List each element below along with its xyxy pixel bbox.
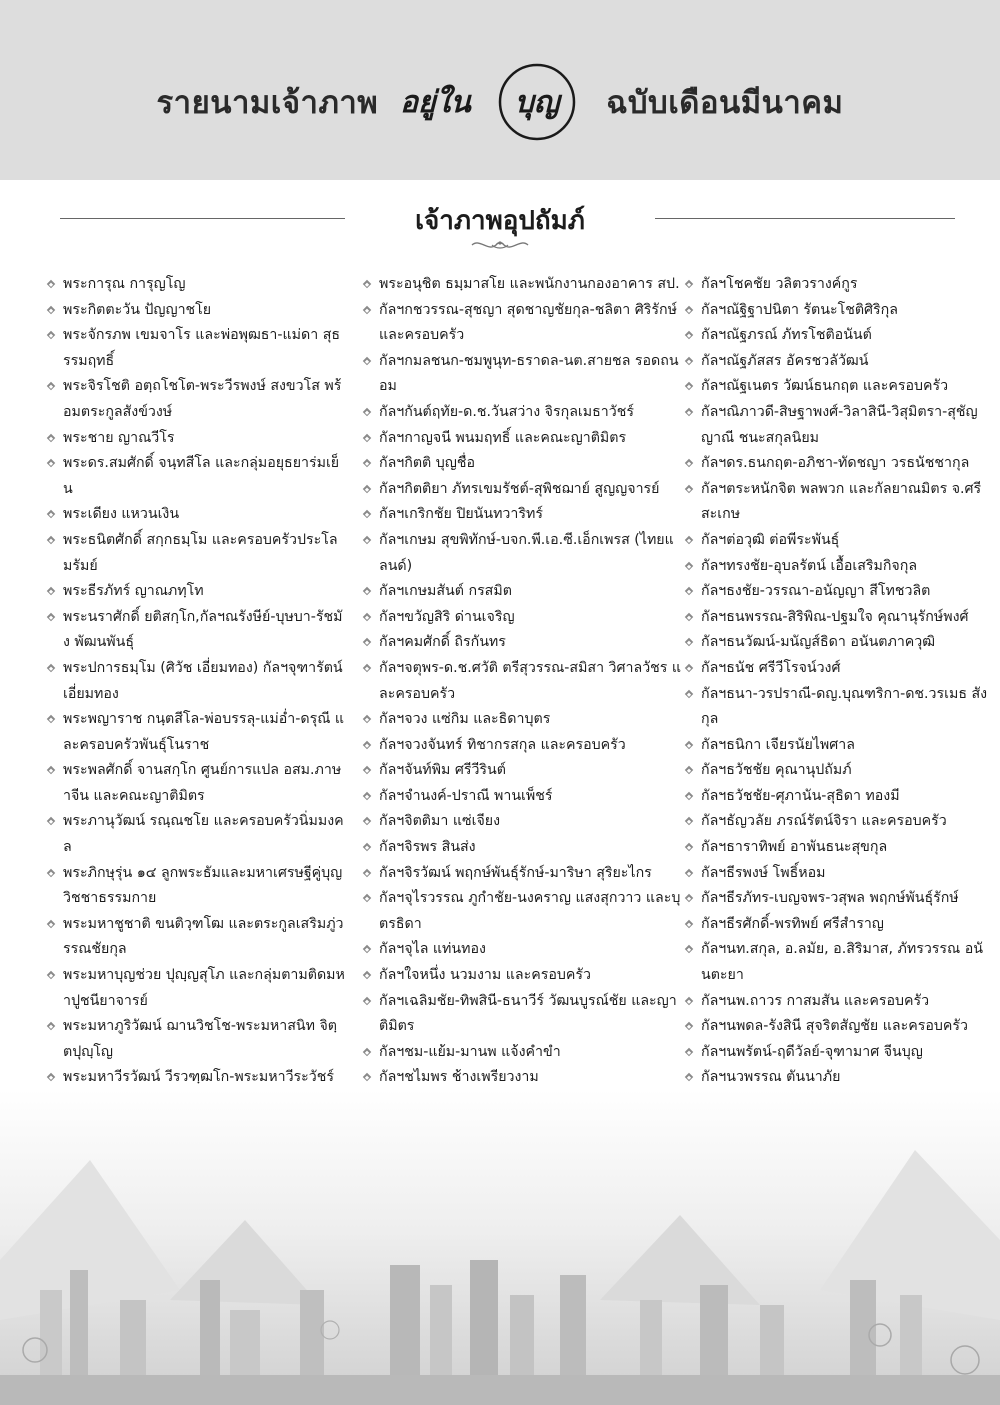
sponsor-entry xyxy=(46,298,346,324)
diamond-bullet-icon xyxy=(685,894,693,902)
title-row xyxy=(0,62,1000,142)
sponsor-entry xyxy=(46,272,346,298)
diamond-bullet-icon xyxy=(685,612,693,620)
sponsor-name: กัลฯจุไล แท่นทอง xyxy=(379,941,486,958)
sponsor-name: กัลฯธีรศักดิ์-พรทิพย์ ศรีสำราญ xyxy=(701,915,884,932)
sponsor-name: กัลฯนท.สกุล, อ.ลมัย, อ.สิริมาส, ภัทรวรรณ อนันตะยา xyxy=(701,941,983,984)
sponsor-name: กัลฯณัฐภัสสร อัครชวลัวัฒน์ xyxy=(701,352,869,369)
diamond-bullet-icon xyxy=(685,664,693,672)
diamond-bullet-icon xyxy=(47,817,55,825)
sponsor-entry xyxy=(46,758,346,809)
sponsor-entry xyxy=(362,451,682,477)
diamond-bullet-icon xyxy=(363,868,371,876)
sponsor-entry xyxy=(684,682,989,733)
diamond-bullet-icon xyxy=(363,740,371,748)
diamond-bullet-icon xyxy=(685,1048,693,1056)
diamond-bullet-icon xyxy=(363,664,371,672)
diamond-bullet-icon xyxy=(363,587,371,595)
diamond-bullet-icon xyxy=(685,945,693,953)
diamond-bullet-icon xyxy=(685,689,693,697)
diamond-bullet-icon xyxy=(685,587,693,595)
sponsor-entry xyxy=(684,579,989,605)
sponsor-name: กัลฯจันท์พิม ศรีวีรินต์ xyxy=(379,762,506,779)
sponsor-name: กัลฯชไมพร ช้างเพรียวงาม xyxy=(379,1069,539,1086)
sponsor-name: กัลฯณิภาวดี-สิษฐาพงศ์-วิลาสินี-วิสุมิตรา-สุชัญญาณี ชนะสกุลนิยม xyxy=(701,403,978,446)
sponsor-entry xyxy=(684,630,989,656)
sponsor-name: กัลฯนวพรรณ ตันนาภัย xyxy=(701,1069,841,1086)
sponsor-name: กัลฯเกริกชัย ปิยนันทวาริทร์ xyxy=(379,506,543,523)
diamond-bullet-icon xyxy=(47,766,55,774)
diamond-bullet-icon xyxy=(685,305,693,313)
sponsor-name: กัลฯชม-แย้ม-มานพ แจ้งคำขำ xyxy=(379,1043,561,1060)
diamond-bullet-icon xyxy=(363,612,371,620)
sponsor-entry xyxy=(362,1040,682,1066)
diamond-bullet-icon xyxy=(47,331,55,339)
diamond-bullet-icon xyxy=(47,433,55,441)
sponsor-name: กัลฯธนพรรณ-สิริพิณ-ปฐมใจ คุณานุรักษ์พงศ์ xyxy=(701,608,969,625)
sponsor-entry xyxy=(684,1040,989,1066)
diamond-bullet-icon xyxy=(47,920,55,928)
diamond-bullet-icon xyxy=(47,280,55,288)
diamond-bullet-icon xyxy=(685,1022,693,1030)
sponsor-name: กัลฯกิตติยา ภัทรเขมรัชต์-สุพิชฌาย์ สูญญจารย์ xyxy=(379,480,660,497)
diamond-bullet-icon xyxy=(685,280,693,288)
diamond-bullet-icon xyxy=(685,485,693,493)
sponsor-entry xyxy=(46,451,346,502)
sponsor-name: กัลฯต่อวุฒิ ต่อพีระพันธุ์ xyxy=(701,531,840,548)
sponsor-column-3 xyxy=(684,272,989,1193)
sponsor-name: กัลฯจิรวัฒน์ พฤกษ์พันธุ์รักษ์-มาริษา สุริยะไกร xyxy=(379,864,652,881)
sponsor-name: กัลฯกมลชนก-ชมพูนุท-ธราดล-นต.สายชล รอดถนอม xyxy=(379,352,679,395)
sponsor-name: กัลฯจิตติมา แซ่เจียง xyxy=(379,813,500,830)
sponsor-entry xyxy=(362,835,682,861)
sponsor-entry xyxy=(362,707,682,733)
sponsor-name: กัลฯใจหนึ่ง นวมงาม และครอบครัว xyxy=(379,967,591,984)
sponsor-name: กัลฯธีรพงษ์ โพธิ์หอม xyxy=(701,864,826,881)
sponsor-entry xyxy=(684,323,989,349)
sponsor-entry xyxy=(684,605,989,631)
sponsor-name: กัลฯกชวรรณ-สุชญา สุดชาญชัยกุล-ชลิตา ศิริรักษ์ และครอบครัว xyxy=(379,301,677,344)
sponsor-name: พระปการธมฺโม (ศิวัช เอี่ยมทอง) กัลฯจุฑารัตน์ เอี่ยมทอง xyxy=(63,659,343,702)
sponsor-entry xyxy=(46,323,346,374)
diamond-bullet-icon xyxy=(47,459,55,467)
divider-right xyxy=(655,218,955,219)
diamond-bullet-icon xyxy=(363,792,371,800)
sponsor-entry xyxy=(362,656,682,707)
sponsor-name: กัลฯเกษมสันต์ กรสมิต xyxy=(379,583,512,600)
sponsor-entry xyxy=(684,784,989,810)
sponsor-name: พระจิรโชติ อตฺถโชโต-พระวีรพงษ์ สงขวโส พร้อมตระกูลสังข์วงษ์ xyxy=(63,378,342,420)
sponsor-entry xyxy=(362,1065,682,1091)
sponsor-name: กัลฯโชคชัย วลิตวรางค์กูร xyxy=(701,276,858,292)
sponsor-entry xyxy=(362,758,682,784)
sponsor-entry xyxy=(362,528,682,579)
sponsor-entry xyxy=(684,809,989,835)
diamond-bullet-icon xyxy=(47,1073,55,1081)
diamond-bullet-icon xyxy=(685,792,693,800)
diamond-bullet-icon xyxy=(363,459,371,467)
diamond-bullet-icon xyxy=(685,357,693,365)
title-left: รายนามเจ้าภาพ xyxy=(156,85,379,121)
sponsor-name: กัลฯธนา-วรปราณี-ดญ.บุณฑริกา-ดช.วรเมธ สังกุล xyxy=(701,685,988,728)
sponsor-name: กัลฯธนิกา เจียรนัยไพศาล xyxy=(701,736,855,753)
sponsor-entry xyxy=(684,886,989,912)
diamond-bullet-icon xyxy=(363,945,371,953)
sponsor-entry xyxy=(46,912,346,963)
diamond-bullet-icon xyxy=(363,280,371,288)
sponsor-name: พระธนิตศักดิ์ สกฺกธมฺโม และครอบครัวประโลมรัมย์ xyxy=(63,531,338,574)
sponsor-entry xyxy=(46,656,346,707)
diamond-bullet-icon xyxy=(363,766,371,774)
sponsor-entry xyxy=(46,605,346,656)
diamond-bullet-icon xyxy=(363,1048,371,1056)
diamond-bullet-icon xyxy=(685,817,693,825)
diamond-bullet-icon xyxy=(363,894,371,902)
sponsor-entry xyxy=(362,477,682,503)
diamond-bullet-icon xyxy=(363,510,371,518)
sponsor-name: กัลฯนพรัตน์-ฤดีวัลย์-จุฑามาศ จีนบุญ xyxy=(701,1043,923,1060)
sponsor-entry xyxy=(362,963,682,989)
sponsor-entry xyxy=(684,835,989,861)
sponsor-name: พระมหาภูริวัฒน์ ฌานวิชโช-พระมหาสนิท จิตฺตปุญฺโญ xyxy=(63,1018,337,1060)
header-banner xyxy=(0,0,1000,180)
diamond-bullet-icon xyxy=(363,638,371,646)
diamond-bullet-icon xyxy=(363,996,371,1004)
sponsor-name: กัลฯธวัชชัย-ศุภานัน-สุธิดา ทองมี xyxy=(701,787,900,804)
sponsor-entry xyxy=(684,477,989,528)
sponsor-entry xyxy=(684,1014,989,1040)
sponsor-entry xyxy=(46,579,346,605)
diamond-bullet-icon xyxy=(685,536,693,544)
sponsor-entry xyxy=(362,784,682,810)
sponsor-name: พระการุณ การุญโญ xyxy=(63,276,186,292)
diamond-bullet-icon xyxy=(685,740,693,748)
sponsor-entry xyxy=(362,886,682,937)
sponsor-name: กัลฯนพ.ถาวร กาสมสัน และครอบครัว xyxy=(701,992,930,1009)
sponsor-name: กัลฯจิรพร สินส่ง xyxy=(379,839,476,856)
sponsor-name: พระมหาวีรวัฒน์ วีรวฑฺฒโก-พระมหาวีระวัชร์ xyxy=(63,1069,335,1086)
sponsor-name: กัลฯกันต์ฤทัย-ด.ช.วันสว่าง จิรกุลเมธาวัชร์ xyxy=(379,403,634,420)
sponsor-entry xyxy=(684,374,989,400)
sponsor-name: กัลฯณัฐเนตร วัฒน์ธนกฤต และครอบครัว xyxy=(701,378,949,395)
diamond-bullet-icon xyxy=(47,715,55,723)
sponsor-name: พระพญาราช กนฺตสีโล-พ่อบรรลุ-แม่อ่ำ-ดรุณี และครอบครัวพันธุ์โนราช xyxy=(63,711,345,753)
sponsor-name: พระชาย ญาณวีโร xyxy=(63,429,175,446)
diamond-bullet-icon xyxy=(363,305,371,313)
logo-word-right: บุญ xyxy=(514,85,560,120)
sponsor-entry xyxy=(684,554,989,580)
sponsor-name: กัลฯเฉลิมชัย-ทิพสินี-ธนาวีร์ วัฒนบูรณ์ชัย และญาติมิตร xyxy=(379,992,677,1035)
diamond-bullet-icon xyxy=(685,638,693,646)
sponsor-entry xyxy=(684,528,989,554)
sponsor-name: กัลฯจตุพร-ด.ช.ศวัติ ตรีสุวรรณ-สมิสา วิศาลวัชร และครอบครัว xyxy=(379,659,682,702)
magazine-logo xyxy=(392,62,592,142)
sponsor-name: กัลฯจวง แซ่กิม และธิดาบุตร xyxy=(379,711,551,728)
section-heading xyxy=(0,196,1000,266)
diamond-bullet-icon xyxy=(363,715,371,723)
sponsor-name: กัลฯธงชัย-วรรณา-อนัญญา สีโทชวลิต xyxy=(701,583,931,600)
sponsor-entry xyxy=(684,912,989,938)
sponsor-entry xyxy=(46,707,346,758)
sponsor-name: กัลฯคมศักดิ์ ถิรกันทร xyxy=(379,634,506,651)
sponsor-entry xyxy=(46,426,346,452)
sponsor-list-3 xyxy=(684,272,989,1193)
diamond-bullet-icon xyxy=(363,1073,371,1081)
sponsor-entry xyxy=(362,272,682,298)
sponsor-entry xyxy=(684,861,989,887)
section-title: เจ้าภาพอุปถัมภ์ xyxy=(415,206,585,236)
ornament-icon xyxy=(470,236,530,254)
diamond-bullet-icon xyxy=(47,612,55,620)
sponsor-name: กัลฯจำนงค์-ปราณี พานเพ็ชร์ xyxy=(379,787,553,804)
sponsor-name: กัลฯณัฐิฐาปนิตา รัตนะโชติศิริกุล xyxy=(701,301,898,318)
diamond-bullet-icon xyxy=(685,331,693,339)
logo-word-left: อยู่ใน xyxy=(400,85,471,120)
sponsor-entry xyxy=(362,809,682,835)
sponsor-name: กัลฯธัญวลัย ภรณ์รัตน์จิรา และครอบครัว xyxy=(701,813,947,830)
diamond-bullet-icon xyxy=(47,587,55,595)
diamond-bullet-icon xyxy=(685,459,693,467)
sponsor-name: กัลฯจุไรวรรณ ภูกำชัย-นงคราญ แสงสุกวาว และบุตรธิดา xyxy=(379,890,681,932)
sponsor-name: พระมหาบุญช่วย ปุญฺญสุโภ และกลุ่มตามติดมหาปูชนียาจารย์ xyxy=(63,967,345,1009)
sponsor-entry xyxy=(362,298,682,349)
sponsor-entry xyxy=(684,1065,989,1091)
sponsor-name: กัลฯทรงชัย-อุบลรัตน์ เอื้อเสริมกิจกุล xyxy=(701,557,918,574)
sponsor-entry xyxy=(684,758,989,784)
sponsor-name: กัลฯณัฐภรณ์ ภัทรโชติอนันต์ xyxy=(701,327,872,344)
sponsor-name: กัลฯนพดล-รังสินี สุจริตสัญชัย และครอบครัว xyxy=(701,1018,968,1035)
sponsor-entry xyxy=(362,349,682,400)
diamond-bullet-icon xyxy=(363,817,371,825)
diamond-bullet-icon xyxy=(363,357,371,365)
sponsor-entry xyxy=(684,937,989,988)
logo-graphic xyxy=(392,62,592,142)
sponsor-column-2 xyxy=(362,272,682,1219)
diamond-bullet-icon xyxy=(685,843,693,851)
diamond-bullet-icon xyxy=(685,920,693,928)
sponsor-entry xyxy=(46,1014,346,1065)
sponsor-entry xyxy=(684,451,989,477)
sponsor-name: กัลฯกิตติ บุญชื่อ xyxy=(379,455,476,472)
sponsor-entry xyxy=(362,579,682,605)
sponsor-name: กัลฯเกษม สุขพิทักษ์-บจก.พี.เอ.ซี.เอ็กเพรส (ไทยแลนด์) xyxy=(379,531,674,574)
diamond-bullet-icon xyxy=(685,408,693,416)
sponsor-name: พระภิกษุรุ่น ๑๔ ลูกพระธัมและมหาเศรษฐีคู่บุญ วิชชาธรรมกาย xyxy=(63,864,343,907)
diamond-bullet-icon xyxy=(47,382,55,390)
sponsor-name: พระเดียง แหวนเงิน xyxy=(63,506,180,523)
sponsor-name: พระอนุชิต ธมฺมาสโย และพนักงานกองอาคาร สป. xyxy=(379,276,680,292)
sponsor-name: กัลฯธนัช ศรีวีโรจน์วงศ์ xyxy=(701,659,841,676)
sponsor-entry xyxy=(362,989,682,1040)
sponsor-name: พระธีรภัทร์ ญาณภทฺโท xyxy=(63,583,204,600)
sponsor-name: พระพลศักดิ์ จานสกฺโก ศูนย์การแปล อสม.ภาษาจีน และคณะญาติมิตร xyxy=(63,762,342,804)
sponsor-entry xyxy=(362,861,682,887)
sponsor-name: กัลฯธาราทิพย์ อาพันธนะสุขกุล xyxy=(701,839,888,856)
sponsor-name: กัลฯธวัชชัย คุณานุปถัมภ์ xyxy=(701,762,852,779)
sponsor-entry xyxy=(362,502,682,528)
sponsor-name: พระนราศักดิ์ ยติสกฺโก,กัลฯณรังษีย์-บุษบา-รัชมัง พัฒนพันธุ์ xyxy=(63,608,343,651)
sponsor-entry xyxy=(362,426,682,452)
sponsor-name: กัลฯกาญจนี พนมฤทธิ์ และคณะญาติมิตร xyxy=(379,429,627,446)
diamond-bullet-icon xyxy=(47,1022,55,1030)
diamond-bullet-icon xyxy=(685,382,693,390)
diamond-bullet-icon xyxy=(47,536,55,544)
footer-crystal-city-art xyxy=(0,1090,1000,1405)
sponsor-name: พระจักรภพ เขมจาโร และพ่อพุฒธา-แม่ดา สุธรรมฤทธิ์ xyxy=(63,327,341,369)
diamond-bullet-icon xyxy=(47,510,55,518)
diamond-bullet-icon xyxy=(47,868,55,876)
diamond-bullet-icon xyxy=(685,868,693,876)
sponsor-entry xyxy=(684,298,989,324)
diamond-bullet-icon xyxy=(363,971,371,979)
sponsor-name: กัลฯดร.ธนกฤต-อภิชา-ทัดชญา วรธนัชชากุล xyxy=(701,455,970,472)
diamond-bullet-icon xyxy=(363,485,371,493)
sponsor-entry xyxy=(46,809,346,860)
diamond-bullet-icon xyxy=(685,996,693,1004)
sponsor-entry xyxy=(46,528,346,579)
diamond-bullet-icon xyxy=(363,408,371,416)
diamond-bullet-icon xyxy=(685,766,693,774)
sponsor-name: กัลฯจวงจันทร์ ทิชากรสกุล และครอบครัว xyxy=(379,736,626,753)
diamond-bullet-icon xyxy=(363,433,371,441)
sponsor-list-2 xyxy=(362,272,682,1219)
sponsor-name: กัลฯธนวัฒน์-มนัญส์ธิดา อนันตภาควุฒิ xyxy=(701,634,936,651)
diamond-bullet-icon xyxy=(47,664,55,672)
diamond-bullet-icon xyxy=(47,971,55,979)
sponsor-name: กัลฯธีรภัทร-เบญจพร-วสุพล พฤกษ์พันธุ์รักษ์ xyxy=(701,890,959,907)
diamond-bullet-icon xyxy=(363,536,371,544)
sponsor-entry xyxy=(684,349,989,375)
sponsor-name: พระกิตตะวัน ปัญญาชโย xyxy=(63,301,212,318)
sponsor-entry xyxy=(362,733,682,759)
sponsor-entry xyxy=(362,630,682,656)
diamond-bullet-icon xyxy=(363,843,371,851)
sponsor-entry xyxy=(684,989,989,1015)
sponsor-entry xyxy=(46,963,346,1014)
sponsor-entry xyxy=(46,502,346,528)
sponsor-entry xyxy=(46,374,346,425)
sponsor-entry xyxy=(684,656,989,682)
sponsor-entry xyxy=(684,400,989,451)
sponsor-entry xyxy=(46,861,346,912)
sponsor-entry xyxy=(362,605,682,631)
sponsor-entry xyxy=(362,400,682,426)
sponsor-name: พระภานุวัฒน์ รณฺณชโย และครอบครัวนิ่มมงคล xyxy=(63,813,344,856)
sponsor-name: พระมหาชูชาติ ขนติวฺฑโฒ และตระกูลเสริมภู่วรรณชัยกุล xyxy=(63,915,344,958)
sponsor-entry xyxy=(684,733,989,759)
title-right: ฉบับเดือนมีนาคม xyxy=(606,85,844,121)
diamond-bullet-icon xyxy=(685,561,693,569)
sponsor-name: กัลฯขวัญสิริ ด่านเจริญ xyxy=(379,608,515,625)
sponsor-entry xyxy=(362,937,682,963)
diamond-bullet-icon xyxy=(47,305,55,313)
sponsor-name: พระดร.สมศักดิ์ จนฺทสีโล และกลุ่มอยุธยาร่มเย็น xyxy=(63,455,340,497)
diamond-bullet-icon xyxy=(685,1073,693,1081)
sponsor-entry xyxy=(684,272,989,298)
sponsor-name: กัลฯตระหนักจิต พลพวก และกัลยาณมิตร จ.ศรีสะเกษ xyxy=(701,480,982,523)
